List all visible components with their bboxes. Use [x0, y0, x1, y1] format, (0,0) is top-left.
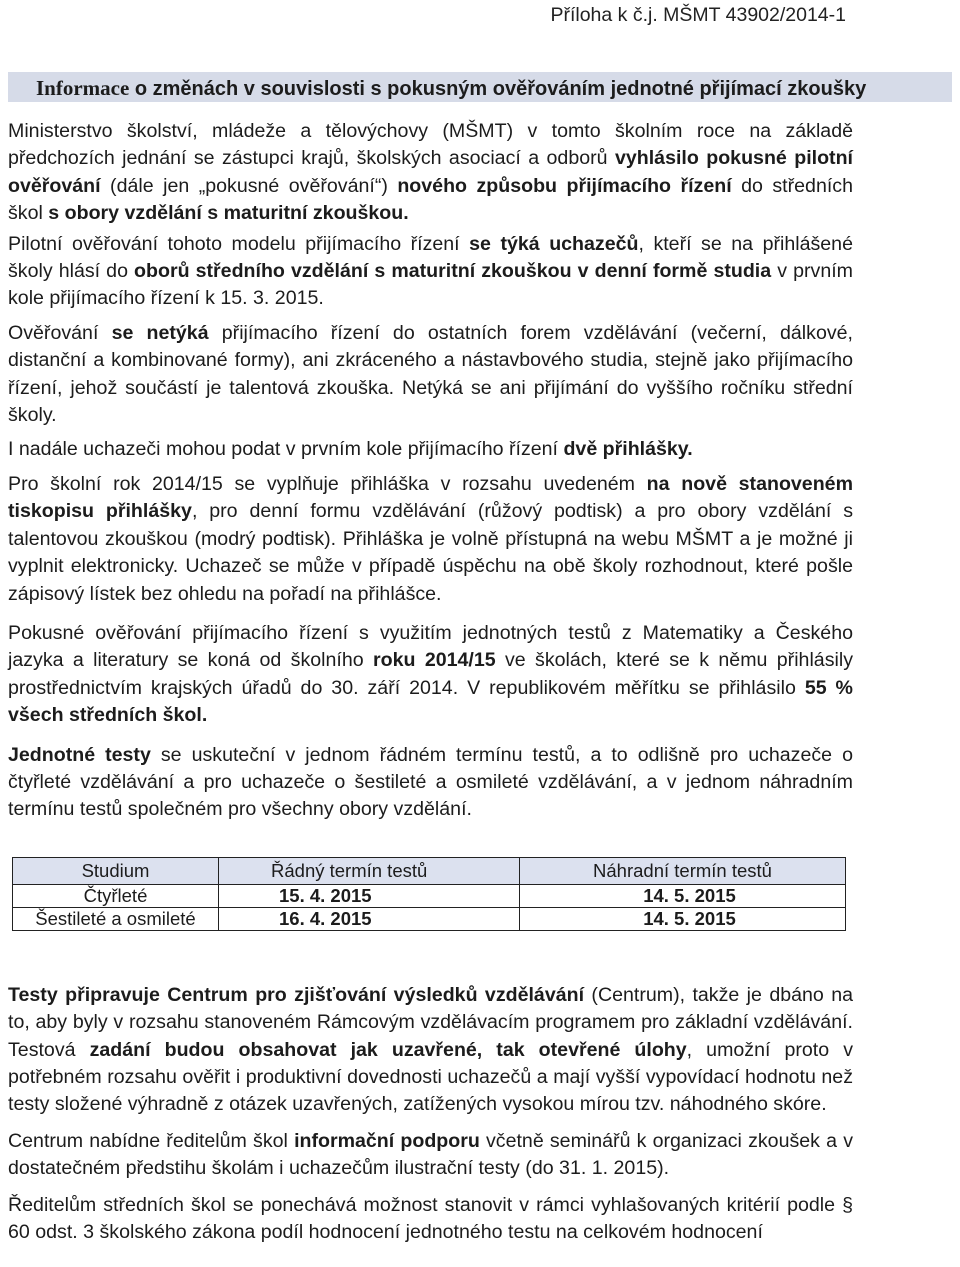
- table-cell: 14. 5. 2015: [520, 907, 846, 930]
- p8-bold-2: zadání budou obsahovat jak uzavřené, tak otevřené úlohy: [89, 1038, 687, 1061]
- p1-bold-1: vyhlásilo pokusné pilotní ověřování: [8, 147, 853, 197]
- title-rest: o změnách v souvislosti s pokusným ověřováním jednotné přijímací zkoušky: [129, 78, 867, 100]
- p1-text-3: do středních škol: [8, 174, 853, 225]
- p3-bold-1: se netýká: [111, 321, 209, 344]
- p5-text-1: Pro školní rok 2014/15 se vyplňuje přihláška v rozsahu uvedeném: [8, 472, 647, 495]
- p7-bold-1: Jednotné testy: [8, 743, 151, 766]
- document-body: [8, 118, 853, 1253]
- p10-text-1: Ředitelům středních škol se ponechává možnost stanovit v rámci vyhlašovaných kritérií podle § 60 odst. 3 školského zákona podíl hodnocení jednotného testu na celkovém hodnocení: [8, 1193, 853, 1243]
- table-header-row: [13, 857, 846, 884]
- p5-text-2: , pro denní formu vzdělávání (růžový podtisk) a pro obory vzdělání s talentovou zkouškou (modrý podtisk). Přihláška je volně přístupná na webu MŠMT a je možné ji vyplnit elektronicky. Uchazeč se může v případě úspěchu na obě školy rozhodnout, které pošle zápisový lístek bez ohledu na pořadí na přihlášce.: [8, 500, 854, 605]
- table-cell: Šestileté a osmileté: [13, 907, 219, 930]
- table-cell: 14. 5. 2015: [520, 884, 846, 907]
- p2-text-2: , kteří se na přihlášené školy hlásí do: [8, 232, 853, 283]
- p8-text-1: (Centrum), takže je dbáno na to, aby byly v rozsahu stanoveném Rámcovým vzdělávacím programem pro základní vzdělávání. Testová: [8, 983, 853, 1061]
- p6-bold-1: roku 2014/15: [373, 649, 496, 672]
- paragraph-2: [8, 231, 853, 313]
- table-row: [13, 884, 846, 907]
- paragraph-4: [8, 436, 853, 463]
- title-banner: [8, 72, 952, 102]
- table-header-cell: Náhradní termín testů: [520, 857, 846, 884]
- paragraph-3: [8, 320, 853, 430]
- table-cell: Čtyřleté: [13, 884, 219, 907]
- p6-bold-2: 55 % všech středních škol.: [8, 676, 853, 727]
- title-lead: Informace: [36, 76, 130, 100]
- p2-text-1: Pilotní ověřování tohoto modelu přijímacího řízení: [8, 232, 470, 255]
- paragraph-10: [8, 1192, 853, 1247]
- table-cell: 16. 4. 2015: [219, 907, 520, 930]
- paragraph-9: [8, 1128, 853, 1183]
- p9-bold-1: informační podporu: [294, 1129, 480, 1152]
- p9-text-2: včetně seminářů k organizaci zkoušek a v dostatečném předstihu školám i uchazečům ilustrační testy (do 31. 1. 2015).: [8, 1129, 853, 1180]
- exam-schedule-table: [12, 857, 846, 931]
- p1-bold-2: nového způsobu přijímacího řízení: [397, 174, 732, 197]
- paragraph-6: [8, 620, 853, 730]
- p1-bold-3: s obory vzdělání s maturitní zkouškou.: [48, 202, 409, 225]
- paragraph-7: [8, 742, 853, 824]
- p4-bold-1: dvě přihlášky.: [563, 438, 693, 461]
- table-cell: 15. 4. 2015: [219, 884, 520, 907]
- p6-text-2: ve školách, které se k němu přihlásily prostřednictvím krajských úřadů do 30. září 2014. V republikovém měřítku se přihlásilo: [8, 649, 853, 699]
- p2-bold-1: se týká uchazečů: [469, 232, 639, 255]
- table-header-cell: Studium: [13, 857, 219, 884]
- table-row: [13, 907, 846, 930]
- p7-text-1: se uskuteční v jednom řádném termínu testů, a to odlišně pro uchazeče o čtyřleté vzdělávání a pro uchazeče o šestileté a osmileté vzdělávání, a v jednom náhradním termínu testů společném pro všechny obory vzdělání.: [8, 743, 853, 821]
- p2-bold-2: oborů středního vzdělání s maturitní zkouškou v denní formě studia: [134, 260, 772, 283]
- paragraph-5: [8, 471, 853, 608]
- p4-text-1: I nadále uchazeči mohou podat v prvním kole přijímacího řízení: [8, 438, 564, 461]
- p1-text-1: Ministerstvo školství, mládeže a tělovýchovy (MŠMT) v tomto školním roce na základě předchozích jednání se zástupci krajů, školských asociací a odborů: [8, 120, 853, 170]
- p6-text-1: Pokusné ověřování přijímacího řízení s využitím jednotných testů z Matematiky a Českého jazyka a literatury se koná od školního: [8, 621, 853, 672]
- p8-bold-1: Testy připravuje Centrum pro zjišťování výsledků vzdělávání: [8, 983, 585, 1006]
- p3-text-1: Ověřování: [8, 321, 112, 344]
- p1-text-2: (dále jen „pokusné ověřování“): [100, 174, 398, 197]
- paragraph-8: [8, 982, 853, 1119]
- p3-text-2: přijímacího řízení do ostatních forem vzdělávání (večerní, dálkové, distanční a kombinované formy), ani zkráceného a nástavbového studia, stejně jako přijímacího řízení, jehož součástí je talentová zkouška. Netýká se ani přijímání do vyššího ročníku střední školy.: [8, 321, 853, 427]
- paragraph-1: [8, 118, 853, 228]
- document-title: [8, 72, 952, 105]
- p8-text-2: , umožní proto v potřebném rozsahu ověřit i produktivní dovednosti uchazečů a mají vyšší vypovídací hodnotu než testy složené výhradně z otázek uzavřených, zatížených vysokou mírou tzv. náhodného skóre.: [8, 1038, 853, 1116]
- reference-number: Příloha k č.j. MŠMT 43902/2014-1: [550, 4, 846, 26]
- p5-bold-1: na nově stanoveném tiskopisu přihlášky: [8, 472, 853, 523]
- p2-text-3: v prvním kole přijímacího řízení k 15. 3. 2015.: [8, 260, 853, 310]
- p9-text-1: Centrum nabídne ředitelům škol: [8, 1129, 295, 1152]
- table-header-cell: Řádný termín testů: [219, 857, 520, 884]
